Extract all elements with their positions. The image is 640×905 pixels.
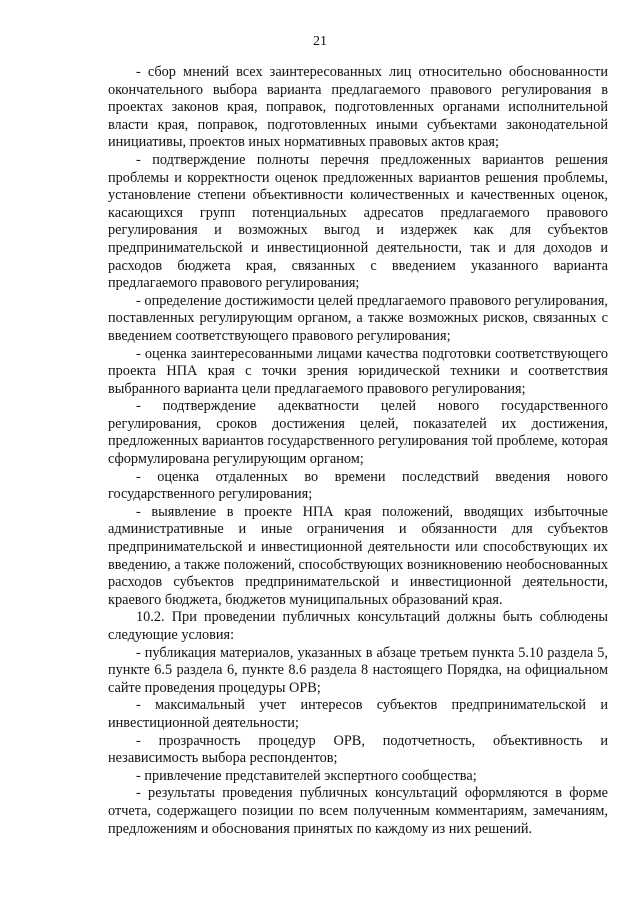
paragraph-section-10-2: 10.2. При проведении публичных консультаций должны быть соблюдены следующие условия: <box>108 609 608 643</box>
paragraph-adequacy-confirmation: - подтверждение адекватности целей нового государственного регулирования, сроков достижения целей, показателей их достижения, предложенных вариантов государственного регулирования той проблеме, которая сформулирована регулирующим органом; <box>108 398 608 468</box>
paragraph-transparency: - прозрачность процедур ОРВ, подотчетность, объективность и независимость выбора респондентов; <box>108 732 608 767</box>
paragraph-expert-involvement: - привлечение представителей экспертного сообщества; <box>136 767 477 784</box>
paragraph-goal-achievability: - определение достижимости целей предлагаемого правового регулирования, поставленных регулирующим органом, а также возможных рисков, связанных с введением соответствующего правового регулирования; <box>108 292 608 344</box>
paragraph-materials-publication: - публикация материалов, указанных в абзаце третьем пункта 5.10 раздела 5, пункте 6.5 раздела 6, пункте 8.6 раздела 8 настоящего Порядка, на официальном сайте проведения процедуры ОРВ; <box>108 644 608 696</box>
paragraph-interests-accounting: - максимальный учет интересов субъектов предпринимательской и инвестиционной деятельности; <box>108 697 608 731</box>
paragraph-quality-assessment: - оценка заинтересованными лицами качества подготовки соответствующего проекта НПА края с точки зрения юридической техники и соответствия выбранного варианта цели предлагаемого правового регулирования; <box>108 345 608 397</box>
paragraph-consultation-results: - результаты проведения публичных консультаций оформляются в форме отчета, содержащего позиции по всем полученным комментариям, замечаниям, предложениям и обоснования принятых по каждому из них решений. <box>108 785 608 837</box>
paragraph-completeness-confirmation: - подтверждение полноты перечня предложенных вариантов решения проблемы и корректности оценок предложенных вариантов решения проблемы, установление степени объективности количественных и качественных оценок, касающихся групп потенциальных адресатов предлагаемого правового регулирования и возможных выгод и издержек как для субъектов предпринимательской и инвестиционной деятельности, так и для доходов и расходов бюджета края, связанных с введением указанного варианта предлагаемого правового регулирования; <box>108 151 608 292</box>
paragraph-excessive-restrictions: - выявление в проекте НПА края положений, вводящих избыточные административные и иные ограничения и обязанности для субъектов предпринимательской и инвестиционной деятельности или способствующих их введению, а также положений, способствующих возникновению необоснованных расходов субъектов предпринимательской и инвестиционной деятельности, краевого бюджета, бюджетов муниципальных образований края. <box>108 503 608 608</box>
document-body <box>108 64 608 838</box>
paragraph-long-term-consequences: - оценка отдаленных во времени последствий введения нового государственного регулирования; <box>108 468 608 503</box>
paragraph-opinion-collection: - сбор мнений всех заинтересованных лиц относительно обоснованности окончательного выбора варианта предлагаемого правового регулирования в проектах законов края, поправок, подготовленных органами исполнительной власти края, поправок, подготовленных иными субъектами законодательной инициативы, проектов иных нормативных правовых актов края; <box>108 64 608 151</box>
page-number: 21 <box>313 34 327 49</box>
